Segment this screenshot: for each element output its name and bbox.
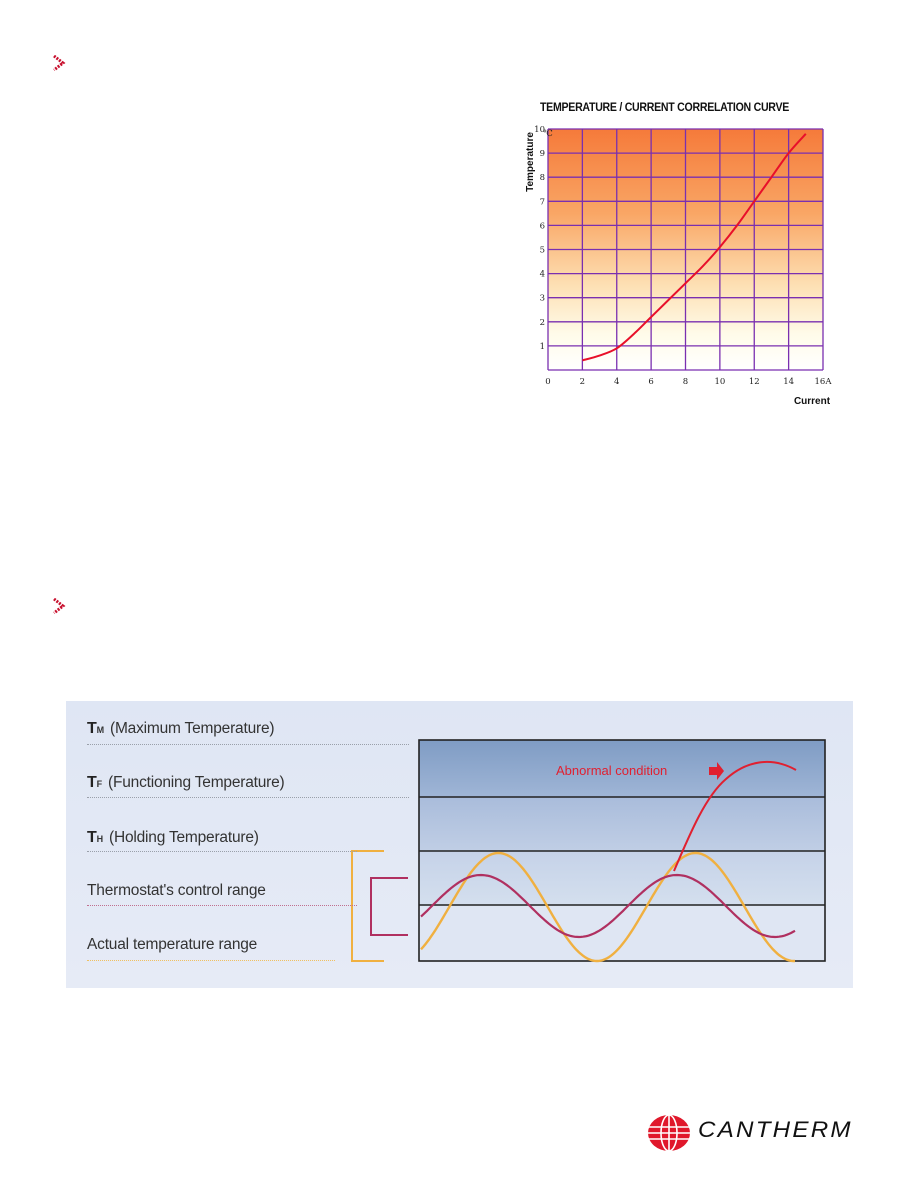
control-range-bracket <box>371 878 408 935</box>
y-axis-label: Temperature <box>525 132 536 192</box>
temperature-current-plot <box>520 100 842 410</box>
x-tick-label: 10 <box>714 377 726 387</box>
x-tick-label: 4 <box>614 377 620 387</box>
x-tick-label: 2 <box>579 377 586 387</box>
y-tick-label: 4 <box>539 269 545 280</box>
y-tick-label: 6 <box>539 221 545 232</box>
y-tick-label: 1 <box>539 341 545 352</box>
globe-icon <box>646 1113 692 1153</box>
y-tick-label: 2 <box>539 317 545 328</box>
y-tick-label: 10 <box>534 125 545 135</box>
x-axis-label: Current <box>793 396 831 407</box>
band-control <box>419 905 825 961</box>
dotted-leader <box>87 960 335 961</box>
level-label-functioning: TF (Functioning Temperature) <box>87 774 285 791</box>
temperature-current-chart <box>520 100 842 410</box>
y-tick-label: 8 <box>539 173 545 184</box>
y-tick-label: 5 <box>539 245 545 256</box>
band-functioning <box>419 797 825 851</box>
actual-range-bracket <box>352 851 384 961</box>
x-tick-label: 8 <box>682 377 689 387</box>
chart-title: TEMPERATURE / CURRENT CORRELATION CURVE <box>540 102 790 114</box>
dotted-leader <box>87 744 409 745</box>
abnormal-condition-label: Abnormal condition <box>556 763 668 778</box>
logo-text: CANTHERM <box>698 1117 853 1142</box>
thermostat-temperature-levels-chart <box>66 701 853 988</box>
dotted-leader <box>87 905 357 906</box>
dotted-leader <box>87 851 357 852</box>
level-label-holding: TH (Holding Temperature) <box>87 829 259 846</box>
y-tick-label: 3 <box>539 293 545 304</box>
chevron-right-icon <box>52 55 66 71</box>
y-tick-label: 7 <box>539 197 545 208</box>
dotted-leader <box>87 797 409 798</box>
cantherm-logo <box>646 1113 866 1153</box>
band-holding <box>419 851 825 905</box>
x-tick-label: 12 <box>748 377 760 387</box>
x-tick-label: 6 <box>648 377 654 387</box>
x-tick-label: 16A <box>814 377 832 387</box>
level-label-actual-range: Actual temperature range <box>87 936 258 953</box>
y-unit-label: ℃ <box>543 129 553 139</box>
x-tick-label: 0 <box>545 377 551 387</box>
level-label-maximum: TM (Maximum Temperature) <box>87 720 275 737</box>
y-tick-label: 9 <box>539 149 545 160</box>
chevron-right-icon <box>52 598 66 614</box>
x-tick-label: 14 <box>783 377 795 387</box>
level-label-control-range: Thermostat's control range <box>87 882 266 899</box>
